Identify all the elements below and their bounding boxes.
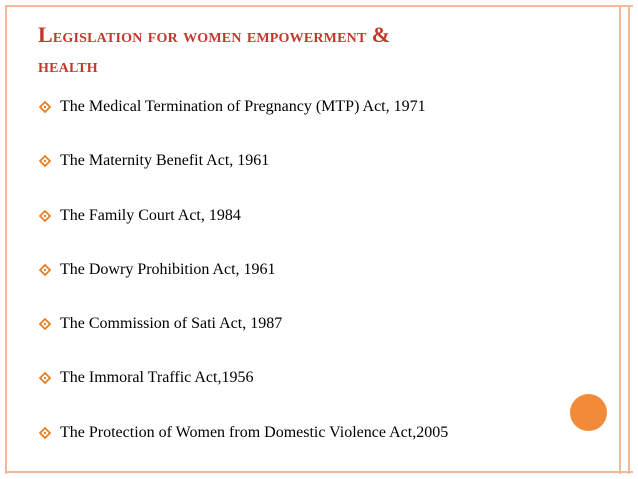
bullet-icon bbox=[38, 371, 52, 385]
title-first-letter: L bbox=[38, 22, 53, 47]
list-item bbox=[38, 313, 598, 335]
list-item bbox=[38, 96, 598, 118]
list-item bbox=[38, 205, 598, 227]
bullet-text: The Maternity Benefit Act, 1961 bbox=[60, 152, 270, 170]
orange-accent-circle bbox=[570, 394, 607, 431]
bullet-text: The Protection of Women from Domestic Violence Act,2005 bbox=[60, 423, 449, 441]
list-item bbox=[38, 367, 598, 389]
bullet-icon bbox=[38, 100, 52, 114]
border-right-line bbox=[619, 5, 621, 474]
bullet-icon bbox=[38, 263, 52, 277]
list-item bbox=[38, 150, 598, 172]
bullet-text: The Commission of Sati Act, 1987 bbox=[60, 315, 283, 333]
slide-title bbox=[38, 20, 558, 81]
bullet-text: The Family Court Act, 1984 bbox=[60, 206, 241, 224]
bullet-icon bbox=[38, 317, 52, 331]
border-top-line bbox=[5, 5, 633, 7]
bullet-list bbox=[38, 96, 598, 476]
list-item bbox=[38, 422, 598, 444]
list-item bbox=[38, 259, 598, 281]
border-right-inner-line bbox=[628, 5, 630, 474]
title-line2: health bbox=[38, 55, 98, 77]
bullet-icon bbox=[38, 209, 52, 223]
bullet-text: The Dowry Prohibition Act, 1961 bbox=[60, 260, 276, 278]
border-left-line bbox=[5, 5, 7, 474]
bullet-text: The Immoral Traffic Act,1956 bbox=[60, 369, 254, 387]
bullet-text: The Medical Termination of Pregnancy (MTP) Act, 1971 bbox=[60, 98, 426, 115]
bullet-icon bbox=[38, 426, 52, 440]
title-ampersand: & bbox=[371, 22, 391, 47]
title-line1: egislation for women empowerment bbox=[52, 25, 367, 47]
bullet-icon bbox=[38, 154, 52, 168]
